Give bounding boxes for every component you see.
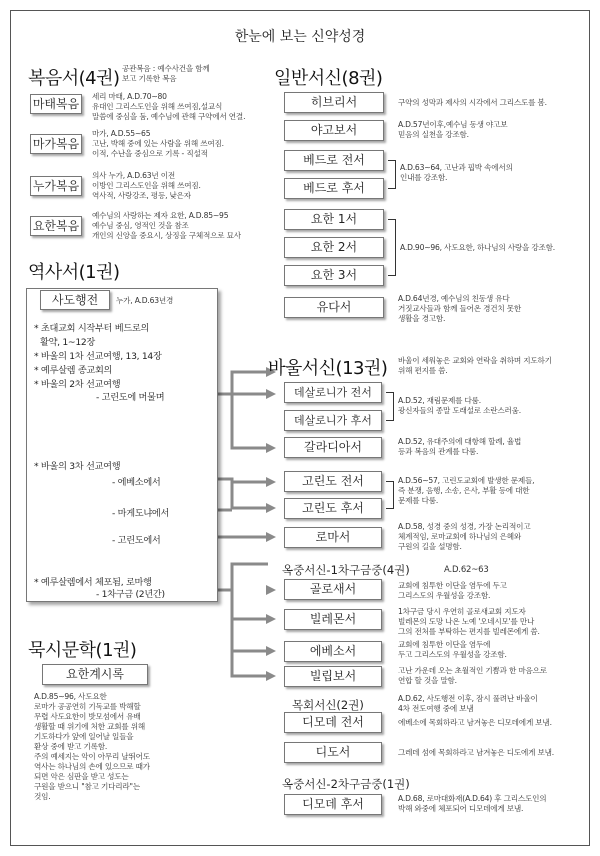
book-1peter[interactable]: 베드로 전서 [284, 150, 384, 171]
philippians-note: 고난 가운데 오는 초월적인 기쁨과 한 마음으로 연합 할 것을 말함. [398, 666, 547, 685]
mark-desc: 마가, A.D.55~65 고난, 박해 중에 있는 사람을 위해 쓰여짐. 이적, 수난을 중심으로 기록 - 직설적 [92, 129, 224, 158]
john-bracket [388, 219, 396, 276]
acts-line: * 예루살렘에서 체포됨, 로마행 [34, 577, 152, 588]
book-2peter[interactable]: 베드로 후서 [284, 178, 384, 199]
gospels-heading: 복음서(4권) [28, 68, 120, 89]
book-matthew[interactable]: 마태복음 [30, 94, 82, 114]
book-2thessalonians[interactable]: 데살로니가 후서 [284, 410, 382, 431]
prison2-heading: 옥중서신-2차구금중(1권) [282, 777, 410, 791]
pastoral-note: A.D.62, 사도행전 이후, 잠시 풀려난 바울이 4차 전도여행 중에 보냄 [398, 694, 538, 713]
acts-line: - 1차구금 (2년간) [96, 589, 165, 600]
titus-note: 그레데 섬에 목회하라고 남겨놓은 디도에게 보냄. [398, 748, 554, 757]
book-acts[interactable]: 사도행전 [40, 290, 110, 310]
book-1thessalonians[interactable]: 데살로니가 전서 [284, 382, 382, 403]
revelation-desc: A.D.85~96, 사도요한 로마가 공공연히 기독교를 박해할 무렵 사도요한이 밧모섬에서 유배 생활할 때 위기에 처한 교회를 위해 기도하다가 앞에 일어날 일들을 환상 중에 받고 기록함. 주의 예세지는 악이 아무리 날뛰어도 역사는 하나님의 손에 있으므로 때가 되면 악은 심판을 받고 성도는 구원을 받으니 "참고 기다리라"는 것임. [34, 692, 150, 801]
book-1john[interactable]: 요한 1서 [284, 209, 384, 230]
history-heading: 역사서(1권) [28, 262, 120, 283]
book-colossians[interactable]: 골로새서 [284, 579, 382, 600]
general-heading: 일반서신(8권) [274, 68, 383, 89]
matthew-desc: 세리 마태, A.D.70~80 유대인 그리스도인을 위해 쓰여짐,설교식 말씀에 중심을 둠, 예수님에 관해 구약에서 연결. [92, 92, 246, 121]
acts-line: * 바울의 1차 선교여행, 13, 14장 [34, 351, 162, 362]
book-3john[interactable]: 요한 3서 [284, 265, 384, 286]
page-title: 한눈에 보는 신약성경 [234, 29, 366, 45]
book-2timothy[interactable]: 디모데 후서 [284, 794, 382, 815]
1timothy-note: 에베소에 목회하라고 남겨놓은 디모데에게 보냄. [398, 718, 552, 727]
book-mark[interactable]: 마가복음 [30, 134, 82, 154]
book-hebrews[interactable]: 히브리서 [284, 92, 384, 113]
gospels-note: 공관복음 : 예수사건을 함께 보고 기록한 복음 [122, 64, 210, 83]
book-john[interactable]: 요한복음 [30, 216, 82, 236]
thess-note: A.D.52, 재림문제를 다룸. 광신자들의 종말 도래설로 소란스러움. [398, 396, 522, 415]
2timothy-note: A.D.68, 로마대화재(A.D.64) 후 그리스도인의 박해 와중에 체포되어 디모데에게 보냄. [398, 794, 547, 813]
pauline-heading: 바울서신(13권) [268, 358, 388, 379]
james-note: A.D.57년이후,예수님 동생 야고보 믿음의 실천을 강조함. [398, 120, 508, 139]
book-revelation[interactable]: 요한계시록 [42, 664, 148, 685]
romans-note: A.D.58, 성경 중의 성경, 가장 논리적이고 체계적임, 로마교회에 하나님의 은혜와 구원의 길을 설명함. [398, 522, 531, 551]
john-letters-note: A.D.90~96, 사도요한, 하나님의 사랑을 강조함. [400, 243, 556, 252]
acts-line: - 에베소에서 [112, 477, 161, 488]
peter-note: A.D.63~64, 고난과 핍박 속에서의 인내를 강조함. [400, 163, 513, 182]
book-romans[interactable]: 로마서 [284, 527, 382, 548]
colossians-note: 교회에 침투한 이단을 염두에 두고 그리스도의 우월성을 강조함. [398, 581, 507, 600]
book-jude[interactable]: 유다서 [284, 297, 384, 318]
book-ephesians[interactable]: 에베소서 [284, 641, 382, 662]
acts-line: * 바울의 3차 선교여행 [34, 461, 121, 472]
book-philippians[interactable]: 빌립보서 [284, 666, 382, 687]
cor-bracket [386, 481, 394, 509]
acts-line: 활약, 1~12장 [40, 337, 96, 348]
acts-line: * 바울의 2차 선교여행 [34, 379, 121, 390]
hebrews-note: 구약의 성막과 제사의 시각에서 그리스도를 봄. [398, 98, 547, 107]
acts-line: * 초대교회 시작부터 베드로의 [34, 323, 150, 334]
acts-note: 누가, A.D.63년경 [116, 296, 174, 305]
book-luke[interactable]: 누가복음 [30, 176, 82, 196]
apocalypse-heading: 묵시문학(1권) [28, 640, 137, 661]
philemon-note: 1차구금 당시 우연히 골로새교회 지도자 빌레몬의 도망 나온 노예 '오네시모'를 만나 그의 전처를 부탁하는 편지를 빌레몬에게 씀. [398, 607, 540, 636]
acts-line: - 마게도냐에서 [112, 508, 170, 519]
book-2corinthians[interactable]: 고린도 후서 [284, 498, 382, 519]
book-2john[interactable]: 요한 2서 [284, 237, 384, 258]
pauline-note: 바울이 세워놓은 교회와 연락을 취하며 지도하기 위해 편지를 씀. [398, 356, 552, 375]
book-galatians[interactable]: 갈라디아서 [284, 437, 382, 458]
thess-bracket [386, 392, 394, 421]
peter-bracket [388, 160, 396, 189]
ephesians-note: 교회에 침투한 이단을 염두에 두고 그리스도의 우월성을 강조함. [398, 640, 507, 659]
book-1timothy[interactable]: 디모데 전서 [284, 712, 382, 733]
prison1-date: A.D.62~63 [444, 565, 489, 575]
john-desc: 예수님의 사랑하는 제자 요한, A.D.85~95 예수님 중심, 영적인 것을 참조 개인의 신앙을 중요시, 상징을 구체적으로 묘사 [92, 211, 241, 240]
prison1-heading: 옥중서신-1차구금중(4권) [282, 563, 410, 577]
book-james[interactable]: 야고보서 [284, 120, 384, 141]
acts-line: - 고린도에 머물며 [96, 392, 165, 403]
acts-line: * 예루살렘 종교회의 [34, 365, 113, 376]
luke-desc: 의사 누가, A.D.63년 이전 이방인 그리스도인을 위해 쓰여짐. 역사적, 사랑강조, 평등, 낮은자 [92, 171, 201, 200]
book-titus[interactable]: 디도서 [284, 742, 382, 763]
acts-line: - 고린도에서 [112, 535, 161, 546]
galatians-note: A.D.52, 유대주의에 대항해 할례, 율법 등과 복음의 관계를 다룸. [398, 437, 522, 456]
book-1corinthians[interactable]: 고린도 전서 [284, 471, 382, 492]
book-philemon[interactable]: 빌레몬서 [284, 609, 382, 630]
jude-note: A.D.64년경, 예수님의 친동생 유다 거짓교사들과 함께 들어온 경건치 못한 생활을 경고함. [398, 294, 522, 323]
pastoral-heading: 목회서신(2권) [292, 698, 364, 712]
corinthians-note: A.D.56~57, 고린도교회에 발생한 문제들, 즉 분쟁, 음행, 소송, 은사, 부활 등에 대한 문제를 다룸. [398, 476, 535, 505]
